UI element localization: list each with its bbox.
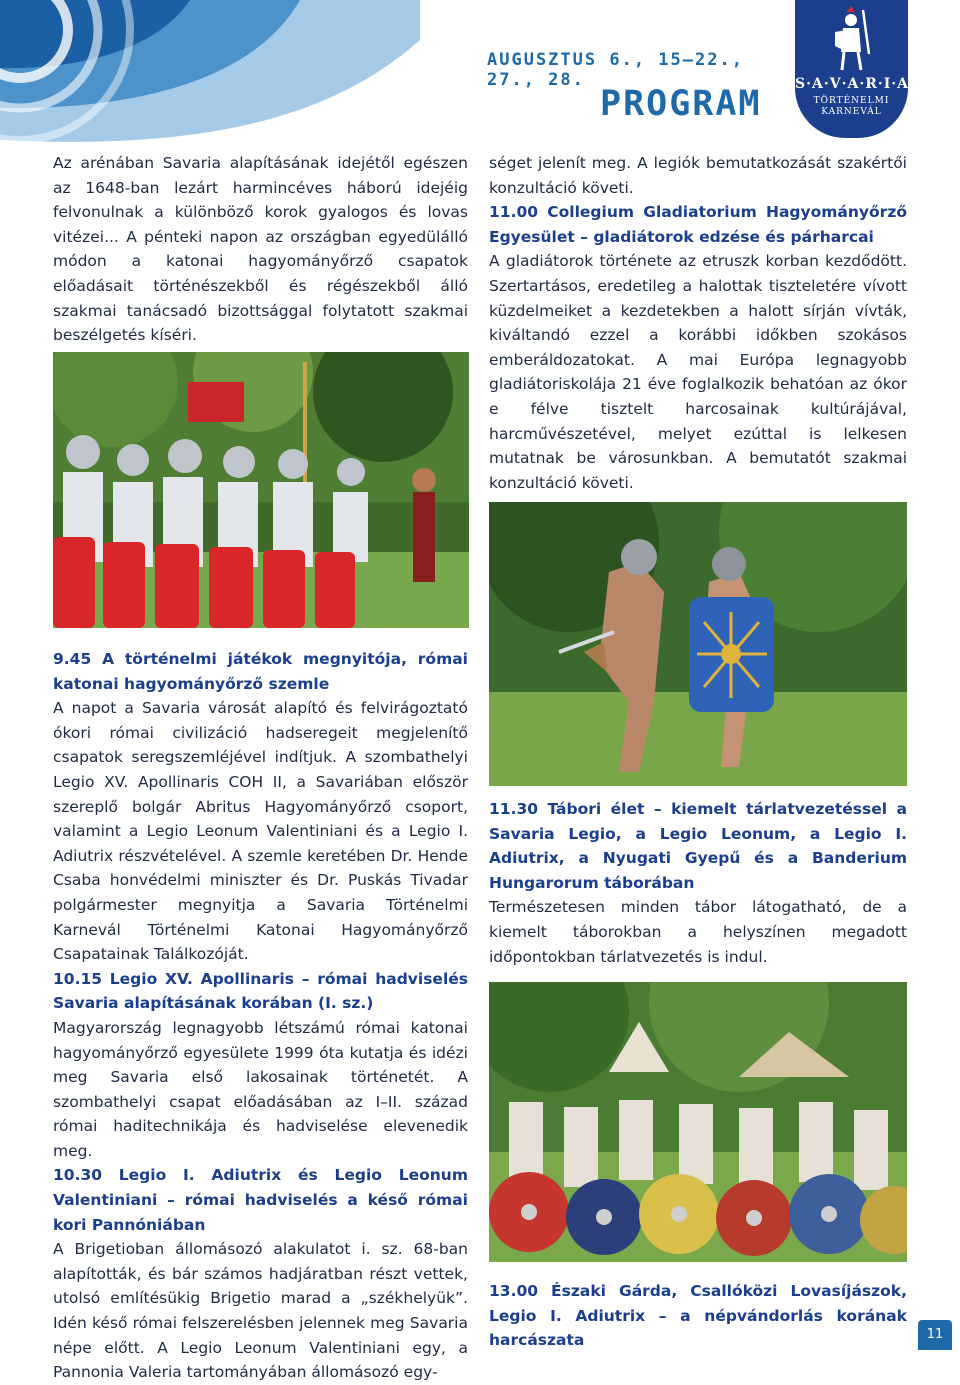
- entry-1030-body: A Brigetioban állomásozó alakulatot i. sz. 68-ban alapították, és bár számos hadjáratban részt vettek, utolsó említésükig Brigetio marad a „székhelyük”. Idén késő római felszerelésben jelennek meg Savaria népe előtt. A Legio Leonum Valentiniani egy, a Pannonia Valeria tartományában állomásozó egy-: [53, 1240, 468, 1382]
- logo-subtitle-line2: KARNEVÁL: [821, 107, 882, 117]
- roman-legionaries-photo: [53, 352, 469, 628]
- right-intro-continuation: séget jelenít meg. A legiók bemutatkozását szakértői konzultáció követi.: [489, 154, 907, 197]
- camp-warriors-photo: [489, 982, 907, 1262]
- page-title: PROGRAM: [600, 84, 762, 124]
- event-dates: AUGUSZTUS 6., 15–22., 27., 28.: [487, 50, 744, 90]
- logo-subtitle: [795, 96, 908, 118]
- entry-1015-heading: 10.15 Legio XV. Apollinaris – római hadviselés Savaria alapításának korában (I. sz.): [53, 969, 468, 1013]
- entry-0945-body: A napot a Savaria városát alapító és felvirágoztató ókori római civilizáció hadseregeit megjelenítő csapatok seregszemléjével indítjuk. A szombathelyi Legio XV. Apollinaris COH II, a Savariában először szereplő bolgár Abritus Hagyományőrző csoport, valamint a Legio Leonum Valentiniani és a Legio I. Adiutrix részvételével. A szemle keretében Dr. Hende Csaba honvédelmi miniszter és Dr. Puskás Tivadar polgármester megnyitja a Savaria Történelmi Karnevál Történelmi Katonai Hagyományőrző Csapatainak Találkozóját.: [53, 699, 468, 964]
- entry-1130-body: Természetesen minden tábor látogatható, de a kiemelt táborokban a helyszínen megadott időpontokban tárlatvezetés is indul.: [489, 898, 907, 966]
- entry-1130-heading: 11.30 Tábori élet – kiemelt tárlatvezetéssel a Savaria Legio, a Legio Leonum, a Legio I. Adiutrix, a Nyugati Gyepű és a Banderium Hungarorum táborában: [489, 800, 907, 892]
- entry-0945-heading: 9.45 A történelmi játékok megnyitója, római katonai hagyományőrző szemle: [53, 650, 468, 693]
- right-middle-column: [489, 797, 907, 969]
- right-top-column: [489, 151, 907, 495]
- intro-paragraph: Az arénában Savaria alapításának idejétől egészen az 1648-ban lezárt harmincéves háború idejéig felvonulnak a különböző korok gyalogos és lovas vitézei... A pénteki napon az országban egyedülálló módon a katonai hagyományőrző csapatok előadásait történészekből és régészekből álló szakmai tanácsadó bizottsággal folytatott szakmai beszélgetés kíséri.: [53, 154, 468, 345]
- entry-1300-heading: 13.00 Északi Gárda, Csallóközi Lovasíjászok, Legio I. Adiutrix – a népvándorlás korának harcászata: [489, 1282, 907, 1350]
- page-number: 11: [918, 1320, 952, 1350]
- entry-1030-heading: 10.30 Legio I. Adiutrix és Legio Leonum Valentiniani – római hadviselés a késő római kori Pannóniában: [53, 1166, 468, 1234]
- left-intro-block: [53, 151, 468, 348]
- gladiators-fight-photo: [489, 502, 907, 786]
- logo-subtitle-line1: TÖRTÉNELMI: [813, 96, 890, 106]
- decorative-wave-graphic: [0, 0, 420, 150]
- right-bottom-column: [489, 1279, 907, 1353]
- left-program-column: [53, 647, 468, 1385]
- entry-1100-body: A gladiátorok története az etruszk korban kezdődött. Szertartásos, eredetileg a halottak tiszteletére vívott küzdelmeiket a kezdetekben a halott sírján vívták, kiváltandó ezzel a korábbi időkben szokásos emberáldozatokat. A mai Európa legnagyobb gladiátoriskolája 21 éve foglalkozik behatóan az ókor e félve tisztelt harcosainak kultúrájával, harcművészetével, melyet ezúttal is lelkesen mutatnak be városunkban. A bemutatót szakmai konzultáció követi.: [489, 252, 907, 492]
- entry-1100-heading: 11.00 Collegium Gladiatorium Hagyományőrző Egyesület – gladiátorok edzése és párharcai: [489, 203, 907, 246]
- knight-icon: [829, 6, 875, 72]
- logo-wordmark: S·A·V·A·R·I·A: [795, 76, 909, 92]
- entry-1015-body: Magyarország legnagyobb létszámú római katonai hagyományőrző egyesülete 1999 óta kutatja és idézi meg Savaria első lakosainak történetét. A szombathelyi csapat előadásában az I–II. század római haditechnikája és hadviselése elevenedik meg.: [53, 1018, 468, 1160]
- savaria-karneval-logo: [795, 0, 908, 138]
